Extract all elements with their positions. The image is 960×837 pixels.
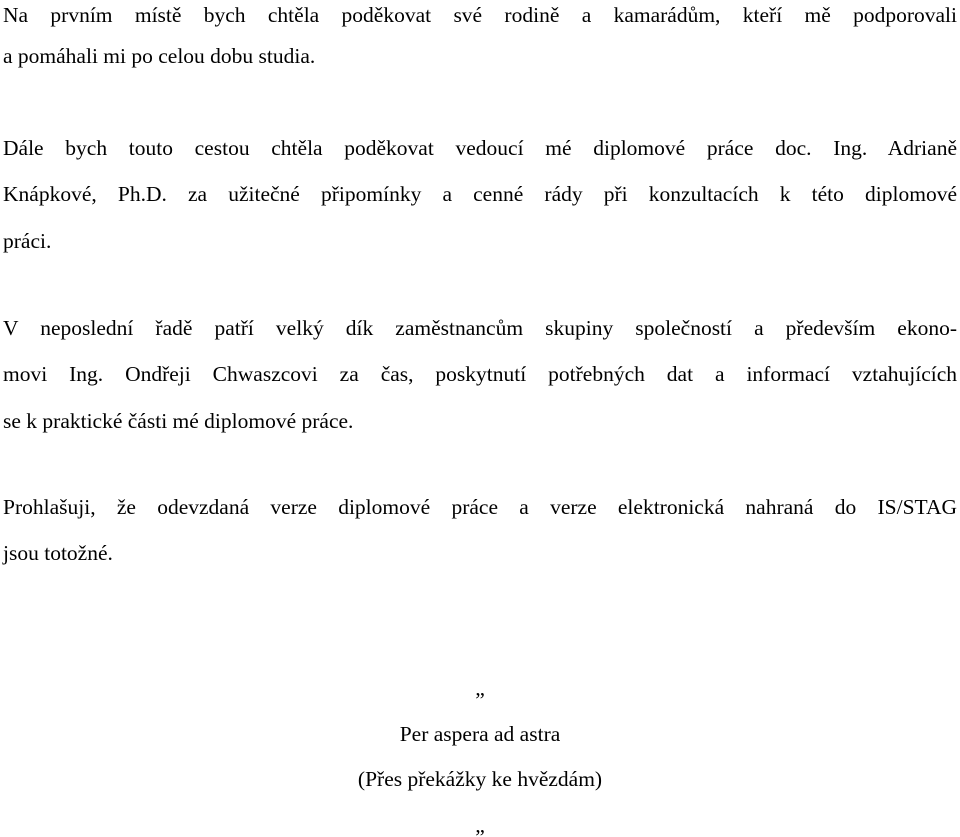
- text-line: V neposlední řadě patří velký dík zaměstnancům skupiny společností a především ekono-: [3, 316, 957, 340]
- motto-translation: (Přes překážky ke hvězdám): [357, 767, 603, 791]
- text-line: Knápkové, Ph.D. za užitečné připomínky a cenné rády při konzultacích k této diplomové: [3, 182, 957, 206]
- text-line: Dále bych touto cestou chtěla poděkovat vedoucí mé diplomové práce doc. Ing. Adrianě: [3, 136, 957, 160]
- motto-open-quote: „: [475, 676, 485, 700]
- text-line: se k praktické části mé diplomové práce.: [3, 409, 354, 433]
- text-line: a pomáhali mi po celou dobu studia.: [3, 44, 316, 68]
- motto-close-quote: „: [475, 813, 485, 837]
- text-line: jsou totožné.: [3, 541, 113, 565]
- text-line: práci.: [3, 229, 52, 253]
- text-line: movi Ing. Ondřeji Chwaszcovi za čas, poskytnutí potřebných dat a informací vztahujících: [3, 362, 957, 386]
- motto-latin: Per aspera ad astra: [399, 722, 561, 746]
- text-line: Prohlašuji, že odevzdaná verze diplomové práce a verze elektronická nahraná do IS/STAG: [3, 495, 957, 519]
- text-line: Na prvním místě bych chtěla poděkovat své rodině a kamarádům, kteří mě podporovali: [3, 3, 957, 27]
